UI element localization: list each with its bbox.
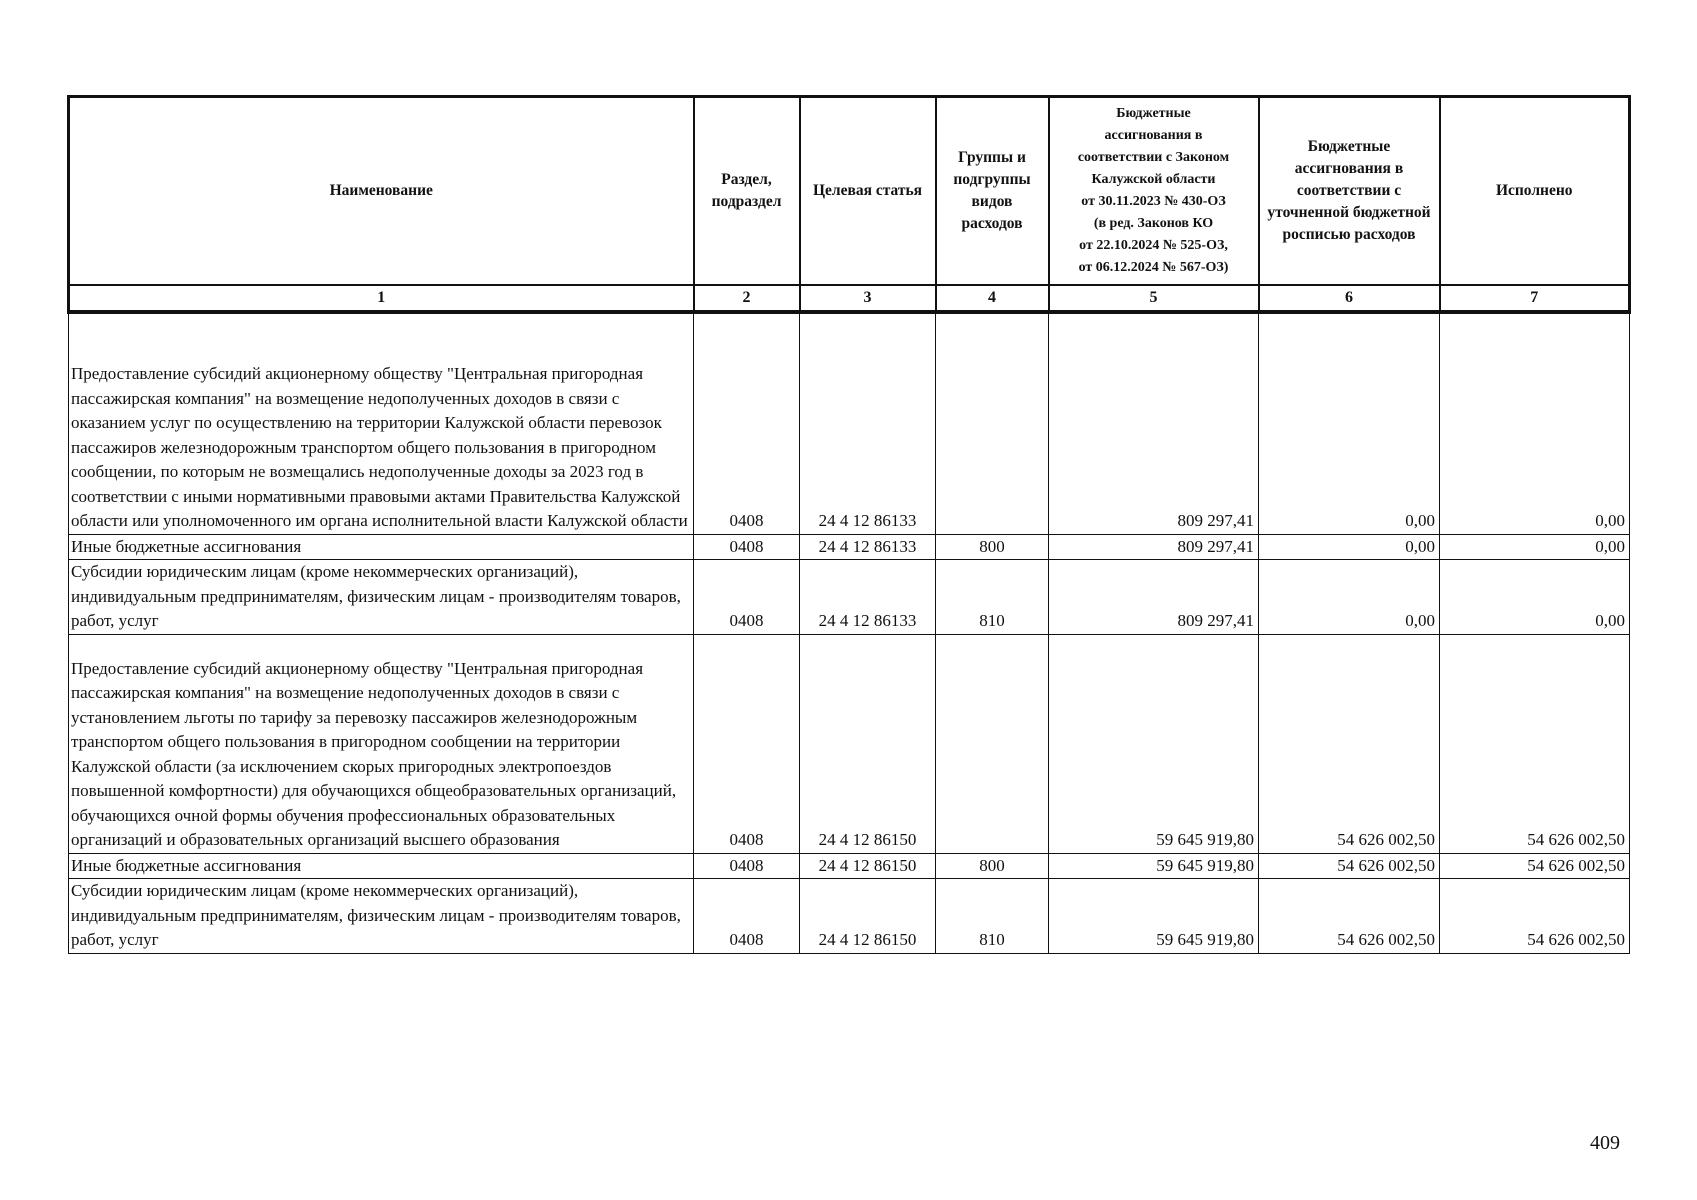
column-number: 2 <box>694 285 800 312</box>
table-row <box>69 634 1630 853</box>
row-section: 0408 <box>694 560 800 635</box>
row-target: 24 4 12 86133 <box>800 312 936 534</box>
row-section: 0408 <box>694 534 800 560</box>
row-refined-amount: 54 626 002,50 <box>1259 853 1440 879</box>
header-target-article: Целевая статья <box>800 97 936 286</box>
header-law-line: (в ред. Законов КО <box>1093 216 1214 231</box>
row-law-amount: 59 645 919,80 <box>1049 853 1259 879</box>
header-law-line: Бюджетные <box>1116 106 1191 121</box>
row-refined-amount: 54 626 002,50 <box>1259 634 1440 853</box>
row-section: 0408 <box>694 853 800 879</box>
row-name: Предоставление субсидий акционерному обществу "Центральная пригородная пассажирская компания" на возмещение недополученных доходов в связи с оказанием услуг по осуществлению на территории Калужской области перевозок пассажиров железнодорожным транспортом общего пользования в пригородном сообщении, по которым не возмещались недополученные доходы за 2023 год в соответствии с иными нормативными правовыми актами Правительства Калужской области или уполномоченного им органа исполнительной власти Калужской области <box>69 312 694 534</box>
row-group: 800 <box>936 853 1049 879</box>
column-number: 5 <box>1049 285 1259 312</box>
header-law-line: ассигнования в <box>1104 128 1203 143</box>
row-group <box>936 634 1049 853</box>
row-refined-amount: 0,00 <box>1259 560 1440 635</box>
row-law-amount: 59 645 919,80 <box>1049 634 1259 853</box>
row-executed-amount: 0,00 <box>1440 534 1630 560</box>
header-law-line: от 22.10.2024 № 525-ОЗ, <box>1079 238 1228 253</box>
header-law-line: от 30.11.2023 № 430-ОЗ <box>1081 194 1226 209</box>
row-refined-amount: 0,00 <box>1259 534 1440 560</box>
row-name: Субсидии юридическим лицам (кроме некоммерческих организаций), индивидуальным предпринимателям, физическим лицам - производителям товаров, работ, услуг <box>69 879 694 954</box>
row-executed-amount: 54 626 002,50 <box>1440 634 1630 853</box>
table-row <box>69 534 1630 560</box>
row-law-amount: 809 297,41 <box>1049 534 1259 560</box>
row-law-amount: 809 297,41 <box>1049 560 1259 635</box>
row-section: 0408 <box>694 879 800 954</box>
table-row <box>69 879 1630 954</box>
row-name: Иные бюджетные ассигнования <box>69 534 694 560</box>
row-executed-amount: 0,00 <box>1440 312 1630 534</box>
header-section: Раздел, подраздел <box>694 97 800 286</box>
column-number: 4 <box>936 285 1049 312</box>
budget-table <box>67 95 1631 954</box>
header-executed: Исполнено <box>1440 97 1630 286</box>
header-law-line: Калужской области <box>1091 172 1216 187</box>
column-number: 7 <box>1440 285 1630 312</box>
row-law-amount: 809 297,41 <box>1049 312 1259 534</box>
row-target: 24 4 12 86150 <box>800 634 936 853</box>
row-section: 0408 <box>694 312 800 534</box>
header-law-allocations <box>1049 97 1259 286</box>
column-number: 3 <box>800 285 936 312</box>
table-row <box>69 853 1630 879</box>
row-name: Субсидии юридическим лицам (кроме некоммерческих организаций), индивидуальным предпринимателям, физическим лицам - производителям товаров, работ, услуг <box>69 560 694 635</box>
column-number: 6 <box>1259 285 1440 312</box>
table-row <box>69 560 1630 635</box>
header-refined-allocations: Бюджетные ассигнования в соответствии с уточненной бюджетной росписью расходов <box>1259 97 1440 286</box>
row-executed-amount: 54 626 002,50 <box>1440 879 1630 954</box>
row-target: 24 4 12 86150 <box>800 879 936 954</box>
row-target: 24 4 12 86150 <box>800 853 936 879</box>
row-name: Иные бюджетные ассигнования <box>69 853 694 879</box>
row-refined-amount: 54 626 002,50 <box>1259 879 1440 954</box>
row-group: 810 <box>936 879 1049 954</box>
row-group <box>936 312 1049 534</box>
row-name: Предоставление субсидий акционерному обществу "Центральная пригородная пассажирская компания" на возмещение недополученных доходов в связи с установлением льготы по тарифу за перевозку пассажиров железнодорожным транспортом общего пользования в пригородном сообщении на территории Калужской области (за исключением скорых пригородных электропоездов повышенной комфортности) для обучающихся общеобразовательных организаций, обучающихся очной формы обучения профессиональных образовательных организаций и образовательных организаций высшего образования <box>69 634 694 853</box>
row-refined-amount: 0,00 <box>1259 312 1440 534</box>
page-number: 409 <box>1590 1132 1620 1154</box>
table-row <box>69 312 1630 534</box>
row-group: 810 <box>936 560 1049 635</box>
row-section: 0408 <box>694 634 800 853</box>
row-law-amount: 59 645 919,80 <box>1049 879 1259 954</box>
row-target: 24 4 12 86133 <box>800 560 936 635</box>
header-expense-groups: Группы и подгруппы видов расходов <box>936 97 1049 286</box>
row-executed-amount: 54 626 002,50 <box>1440 853 1630 879</box>
header-law-line: соответствии с Законом <box>1077 150 1230 165</box>
header-name: Наименование <box>69 97 694 286</box>
row-executed-amount: 0,00 <box>1440 560 1630 635</box>
row-group: 800 <box>936 534 1049 560</box>
header-law-line: от 06.12.2024 № 567-ОЗ) <box>1078 260 1229 275</box>
column-number: 1 <box>69 285 694 312</box>
row-target: 24 4 12 86133 <box>800 534 936 560</box>
